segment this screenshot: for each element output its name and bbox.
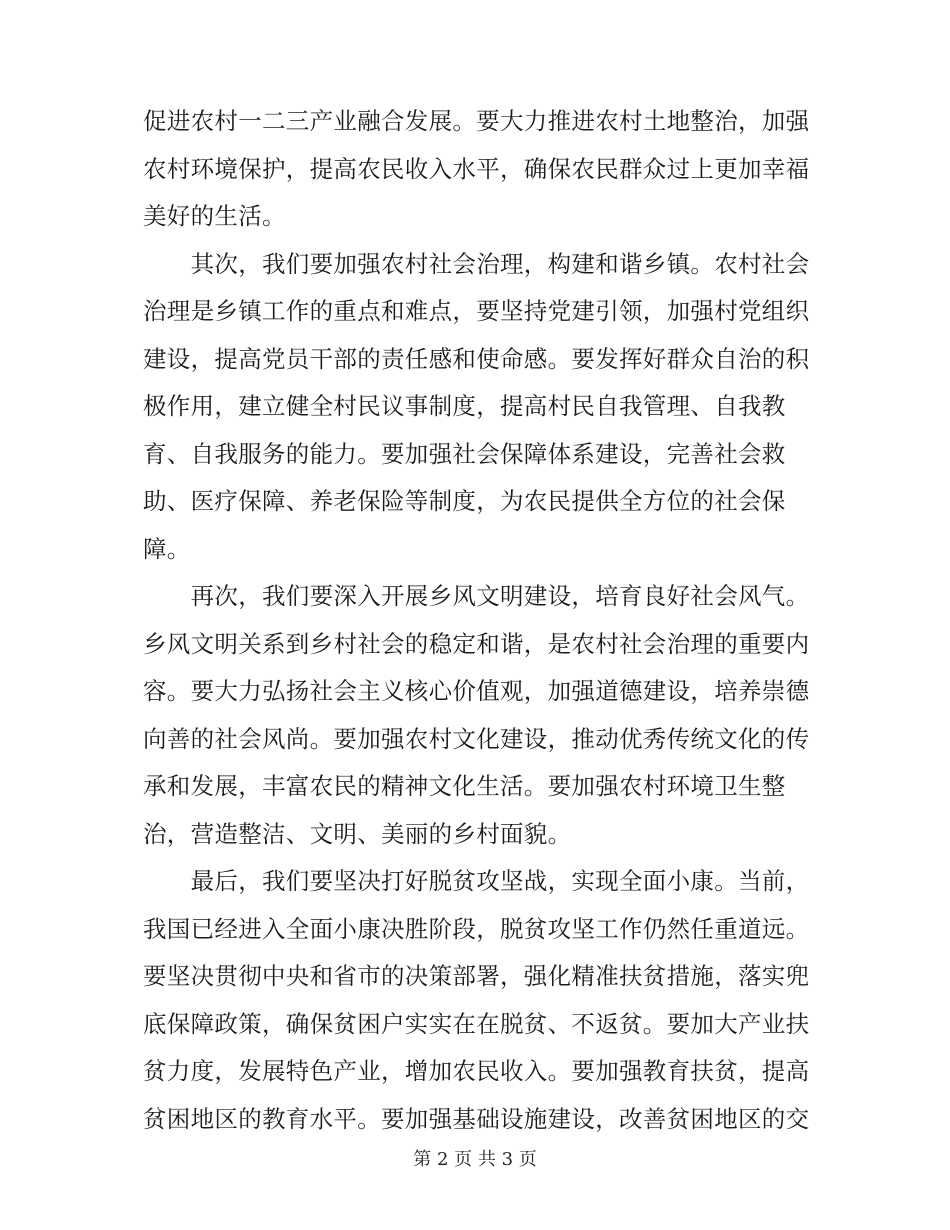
text-line: 再次，我们要深入开展乡风文明建设，培育良好社会风气。 — [143, 582, 810, 610]
text-line: 助、医疗保障、养老保险等制度，为农民提供全方位的社会保 — [143, 487, 786, 515]
text-line: 美好的生活。 — [143, 202, 286, 230]
text-line: 障。 — [143, 534, 191, 563]
text-line: 乡风文明关系到乡村社会的稳定和谐，是农村社会治理的重要内 — [143, 629, 810, 658]
text-line: 承和发展，丰富农民的精神文化生活。要加强农村环境卫生整 — [143, 772, 786, 800]
text-line: 要坚决贯彻中央和省市的决策部署，强化精准扶贫措施，落实兜 — [143, 962, 810, 990]
text-line: 促进农村一二三产业融合发展。要大力推进农村土地整治，加强 — [143, 107, 810, 135]
text-line: 贫困地区的教育水平。要加强基础设施建设，改善贫困地区的交 — [143, 1104, 810, 1133]
text-line: 向善的社会风尚。要加强农村文化建设，推动优秀传统文化的传 — [143, 724, 810, 753]
text-line: 建设，提高党员干部的责任感和使命感。要发挥好群众自治的积 — [143, 344, 810, 373]
text-line: 农村环境保护，提高农民收入水平，确保农民群众过上更加幸福 — [143, 154, 810, 183]
text-line: 贫力度，发展特色产业，增加农民收入。要加强教育扶贫，提高 — [143, 1057, 810, 1085]
text-line: 容。要大力弘扬社会主义核心价值观，加强道德建设，培养崇德 — [143, 677, 810, 705]
text-line: 其次，我们要加强农村社会治理，构建和谐乡镇。农村社会 — [143, 249, 810, 278]
text-line: 治理是乡镇工作的重点和难点，要坚持党建引领，加强村党组织 — [143, 297, 810, 325]
text-line: 我国已经进入全面小康决胜阶段，脱贫攻坚工作仍然任重道远。 — [143, 914, 810, 943]
text-line: 底保障政策，确保贫困户实实在在脱贫、不返贫。要加大产业扶 — [143, 1009, 810, 1038]
page-number-footer: 第 2 页 共 3 页 — [413, 1149, 537, 1170]
text-line: 育、自我服务的能力。要加强社会保障体系建设，完善社会救 — [143, 439, 786, 468]
text-line: 治，营造整洁、文明、美丽的乡村面貌。 — [143, 819, 572, 848]
text-line: 最后，我们要坚决打好脱贫攻坚战，实现全面小康。当前， — [143, 867, 810, 895]
body-text — [143, 98, 810, 1143]
text-line: 极作用，建立健全村民议事制度，提高村民自我管理、自我教 — [143, 392, 786, 420]
